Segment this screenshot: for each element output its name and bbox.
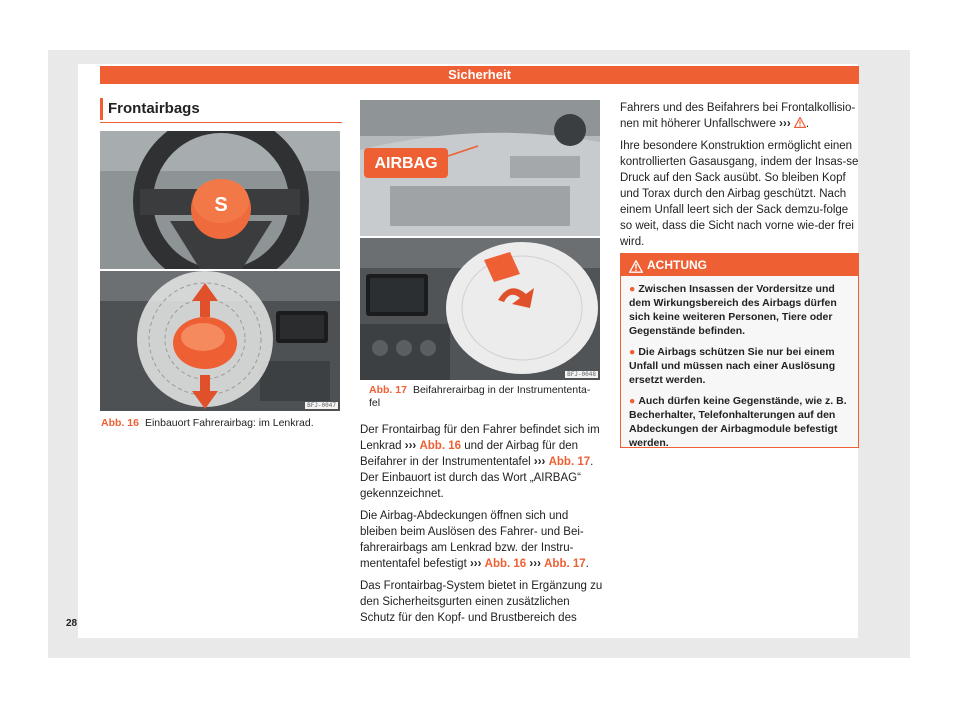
paragraph-4-text: Fahrers und des Beifahrers bei Frontalkollisio-nen mit höherer Unfallschwere (620, 102, 856, 130)
figure-16-airbag-deployment (100, 271, 340, 411)
figure-16-steering-wheel (100, 131, 340, 269)
warning-item (629, 282, 851, 338)
middle-column-text (360, 422, 604, 632)
figure-17-label: Abb. 17 (369, 384, 407, 396)
bullet-icon: ● (629, 346, 636, 358)
paragraph-1-part-b: und der Airbag für den Beifahrer in der Instrumententafel (360, 440, 579, 468)
bullet-icon: ● (629, 395, 636, 407)
warning-header (621, 254, 858, 276)
warning-icon (629, 258, 643, 280)
bullet-icon: ● (629, 283, 636, 295)
figure-17-dashboard (360, 100, 600, 236)
paragraph-3: Das Frontairbag-System bietet in Ergänzung zu den Sicherheitsgurten einen zusätzlichen Schutz für den Kopf- und Brustbereich des (360, 580, 603, 624)
warning-item-text: Zwischen Insassen der Vordersitze und dem Wirkungsbereich des Airbags dürfen sich keine weiteren Personen, Tiere oder Gegenstände befinden. (629, 283, 837, 337)
section-title: Frontairbags (108, 100, 200, 117)
figure-16-label: Abb. 16 (101, 417, 139, 429)
figure-17-code: BFJ-0048 (567, 371, 596, 378)
paragraph-2-part-a: Die Airbag-Abdeckungen öffnen sich und bleiben beim Auslösen des Fahrer- und Bei-fahrerairbags am Lenkrad bzw. der Instru-mententafel befestigt (360, 510, 584, 570)
figure-17-caption-text: Beifahrerairbag in der Instrumententa-fel (369, 384, 591, 409)
paragraph-1 (360, 422, 604, 502)
warning-title: ACHTUNG (647, 258, 707, 272)
header-bar: Sicherheit (100, 66, 859, 84)
paragraph-5: Ihre besondere Konstruktion ermöglicht einen kontrollierten Gasausgang, indem der Insas-se Druck auf den Sack ausübt. So bleiben Kopf und Torax durch den Airbag geschützt. Nach einem Unfall leert sich der Sack demzu-folge so weit, dass die Sicht nach vorne wie-der frei wird. (620, 140, 859, 248)
warning-item (629, 345, 851, 387)
arrows-3: ››› (469, 558, 482, 570)
paragraph-2 (360, 508, 604, 572)
warning-item-text: Die Airbags schützen Sie nur bei einem Unfall und müssen nach einer Auslösung ersetzt werden. (629, 346, 836, 386)
arrows-1: ››› (404, 440, 417, 452)
page-number: 28 (66, 618, 78, 629)
warning-ref-icon[interactable] (794, 118, 806, 130)
ref-abb-16[interactable]: Abb. 16 (419, 440, 462, 452)
warning-box (620, 253, 859, 448)
figure-16-caption (101, 417, 341, 430)
svg-text:AIRBAG: AIRBAG (374, 155, 438, 172)
ref-abb-16-b[interactable]: Abb. 16 (484, 558, 527, 570)
arrows-5: ››› (779, 118, 791, 130)
ref-abb-17[interactable]: Abb. 17 (548, 456, 591, 468)
figure-17-caption (369, 384, 597, 410)
paragraph-1-part-c: . Der Einbauort ist durch das Wort „AIRBAG“ gekennzeichnet. (360, 456, 594, 500)
paragraph-1-part-a: Der Frontairbag für den Fahrer befindet sich im Lenkrad (360, 424, 600, 452)
warning-item-text: Auch dürfen keine Gegenstände, wie z. B. Becherhalter, Telefonhalterungen auf den Abdeckungen der Airbagmodule befestigt werden. (629, 395, 847, 449)
arrows-2: ››› (533, 456, 546, 468)
svg-text:S: S (214, 194, 228, 216)
figure-17-airbag-deployment (360, 238, 600, 380)
arrows-4: ››› (529, 558, 541, 570)
title-underline (100, 122, 342, 123)
right-column-text (620, 100, 860, 256)
warning-list (621, 276, 858, 450)
warning-item (629, 394, 851, 450)
figure-16-caption-text: Einbauort Fahrerairbag: im Lenkrad. (144, 417, 314, 429)
paragraph-4: Fahrers und des Beifahrers bei Frontalkollisio-nen mit höherer Unfallschwere ››› . (620, 102, 856, 130)
figure-16-code: BFJ-0047 (307, 402, 336, 409)
paragraph-2-part-c: . (585, 558, 589, 570)
title-accent-rule (100, 98, 103, 120)
ref-abb-17-b[interactable]: Abb. 17 (544, 558, 586, 570)
